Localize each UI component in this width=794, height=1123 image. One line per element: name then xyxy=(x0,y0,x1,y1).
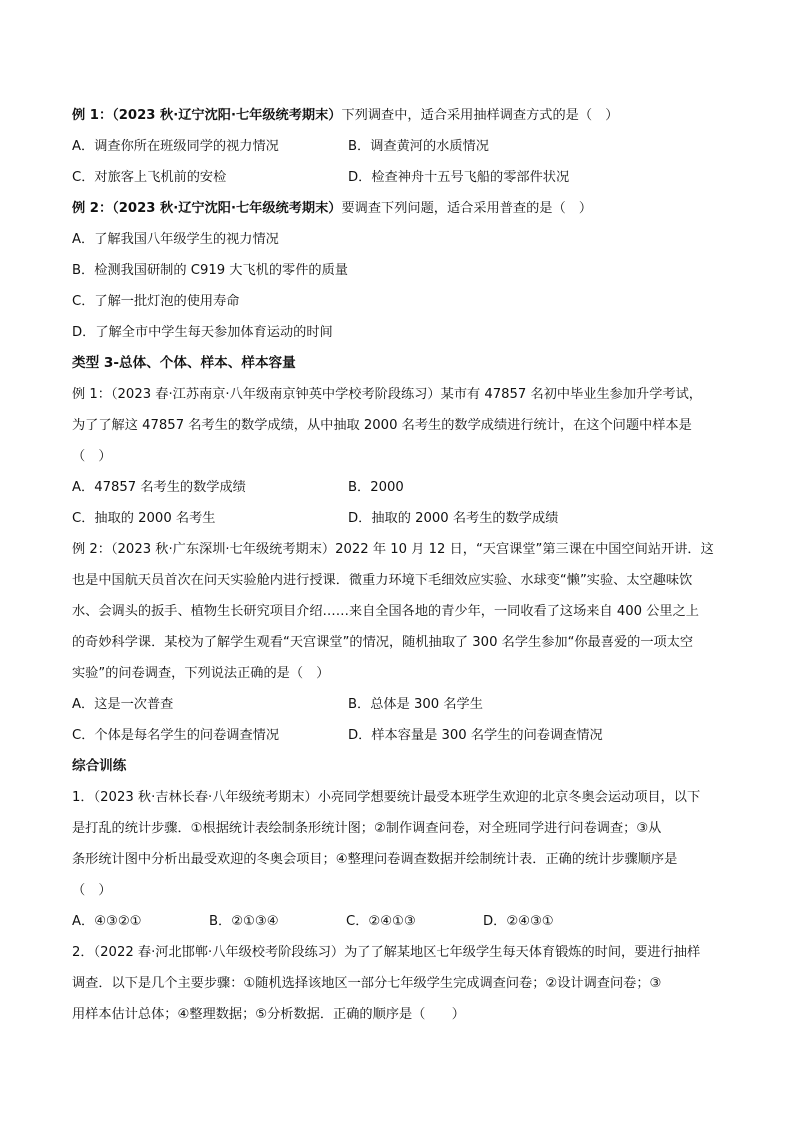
question-line: 例 1：（2023 春·江苏南京·八年级南京钟英中学校考阶段练习）某市有 47857 名初中毕业生参加升学考试， xyxy=(72,387,702,402)
question-line: （ ） xyxy=(72,883,112,898)
option-c: C．了解一批灯泡的使用寿命 xyxy=(72,294,240,309)
question-line: 条形统计图中分析出最受欢迎的冬奥会项目；④整理问卷调查数据并绘制统计表．正确的统计步骤顺序是 xyxy=(72,852,678,867)
option-b: B．总体是 300 名学生 xyxy=(348,697,483,712)
option-row xyxy=(72,472,722,503)
option-c: C．抽取的 2000 名考生 xyxy=(72,511,216,526)
option-d: D．检查神舟十五号飞船的零部件状况 xyxy=(348,170,570,185)
option-row xyxy=(72,162,722,193)
option-a: A．了解我国八年级学生的视力情况 xyxy=(72,232,279,247)
question-line: 为了了解这 47857 名考生的数学成绩，从中抽取 2000 名考生的数学成绩进行统计，在这个问题中样本是 xyxy=(72,418,692,433)
option-d: D．样本容量是 300 名学生的问卷调查情况 xyxy=(348,728,603,743)
question-line: 的奇妙科学课．某校为了解学生观看“天宫课堂”的情况，随机抽取了 300 名学生参加“你最喜爱的一项太空 xyxy=(72,635,694,650)
question-stem xyxy=(72,193,722,224)
question-line: 用样本估计总体；④整理数据；⑤分析数据．正确的顺序是（ ） xyxy=(72,1007,465,1022)
option-row xyxy=(72,689,722,720)
section-heading: 类型 3-总体、个体、样本、样本容量 xyxy=(72,355,296,371)
question-line: 2．（2022 春·河北邯郸·八年级校考阶段练习）为了了解某地区七年级学生每天体育锻炼的时间，要进行抽样 xyxy=(72,945,701,960)
question-text: 要调查下列问题，适合采用普查的是（ ） xyxy=(341,201,593,216)
option-row xyxy=(72,720,722,751)
option-row xyxy=(72,131,722,162)
option-c: C．②④①③ xyxy=(346,914,416,929)
section-heading: 综合训练 xyxy=(72,758,127,774)
question-line: （ ） xyxy=(72,449,112,464)
question-line: 实验”的问卷调查，下列说法正确的是（ ） xyxy=(72,666,330,681)
question-line: 水、会调头的扳手、植物生长研究项目介绍……来自全国各地的青少年，一同收看了这场来自 400 公里之上 xyxy=(72,604,699,619)
question-line: 也是中国航天员首次在问天实验舱内进行授课．微重力环境下毛细效应实验、水球变“懒”实验、太空趣味饮 xyxy=(72,573,693,588)
option-a: A．47857 名考生的数学成绩 xyxy=(72,480,246,495)
option-row xyxy=(72,503,722,534)
option-b: B．调查黄河的水质情况 xyxy=(348,139,489,154)
option-c: C．对旅客上飞机前的安检 xyxy=(72,170,227,185)
option-row xyxy=(72,906,722,937)
question-source: （2023 秋·辽宁沈阳·七年级统考期末） xyxy=(112,108,342,123)
option-d: D．了解全市中学生每天参加体育运动的时间 xyxy=(72,325,333,340)
question-source: （2023 秋·辽宁沈阳·七年级统考期末） xyxy=(112,201,342,216)
option-a: A．调查你所在班级同学的视力情况 xyxy=(72,139,279,154)
question-line: 例 2：（2023 秋·广东深圳·七年级统考期末）2022 年 10 月 12 日，“天宫课堂”第三课在中国空间站开讲．这 xyxy=(72,542,714,557)
option-b: B．②①③④ xyxy=(209,914,279,929)
question-label: 例 1： xyxy=(72,108,113,123)
question-label: 例 2： xyxy=(72,201,113,216)
option-a: A．这是一次普查 xyxy=(72,697,174,712)
question-stem xyxy=(72,100,722,131)
option-b: B．2000 xyxy=(348,480,404,495)
question-text: 下列调查中，适合采用抽样调查方式的是（ ） xyxy=(341,108,619,123)
option-d: D．②④③① xyxy=(483,914,554,929)
question-line: 1．（2023 秋·吉林长春·八年级统考期末）小亮同学想要统计最受本班学生欢迎的北京冬奥会运动项目，以下 xyxy=(72,790,701,805)
option-c: C．个体是每名学生的问卷调查情况 xyxy=(72,728,280,743)
document-page xyxy=(72,100,722,1030)
question-line: 是打乱的统计步骤．①根据统计表绘制条形统计图；②制作调查问卷，对全班同学进行问卷调查；③从 xyxy=(72,821,662,836)
option-b: B．检测我国研制的 C919 大飞机的零件的质量 xyxy=(72,263,348,278)
option-a: A．④③②① xyxy=(72,914,142,929)
question-line: 调查．以下是几个主要步骤：①随机选择该地区一部分七年级学生完成调查问卷；②设计调查问卷；③ xyxy=(72,976,662,991)
option-d: D．抽取的 2000 名考生的数学成绩 xyxy=(348,511,559,526)
